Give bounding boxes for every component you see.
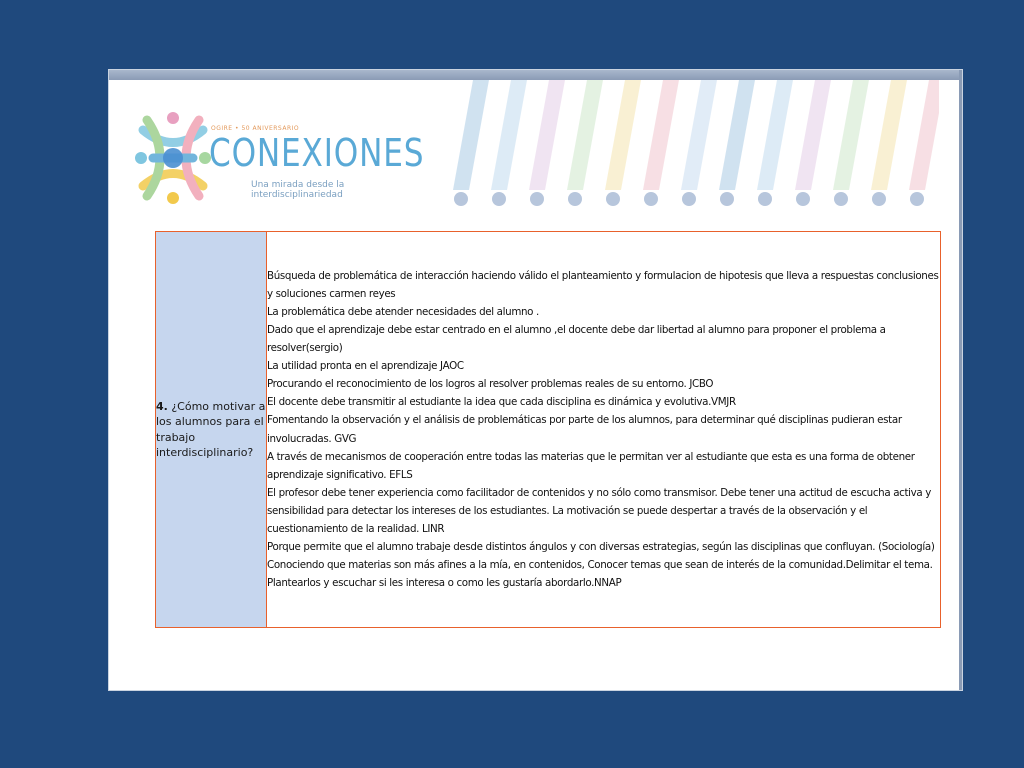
logo-title: CONEXIONES xyxy=(209,131,425,175)
decorative-stripe xyxy=(719,80,755,190)
answer-line: Plantearlos y escuchar si les interesa o como les gustaría abordarlo.NNAP xyxy=(267,577,622,590)
question-number: 4. xyxy=(156,399,168,413)
qa-table xyxy=(155,231,941,628)
decorative-dot xyxy=(758,192,772,206)
decorative-stripes-banner xyxy=(449,78,939,213)
decorative-stripe xyxy=(795,80,831,190)
logo-knot-icon xyxy=(133,100,213,216)
decorative-stripe xyxy=(833,80,869,190)
decorative-dot xyxy=(834,192,848,206)
table-row xyxy=(156,232,941,628)
decorative-stripe xyxy=(529,80,565,190)
answer-line: La utilidad pronta en el aprendizaje JAOC xyxy=(267,360,464,373)
decorative-dot xyxy=(796,192,810,206)
answer-line: La problemática debe atender necesidades del alumno . xyxy=(267,305,539,318)
answer-line: El docente debe transmitir al estudiante la idea que cada disciplina es dinámica y evolutiva.VMJR xyxy=(267,396,736,409)
decorative-dot xyxy=(872,192,886,206)
question-text: ¿Cómo motivar a los alumnos para el trabajo interdisciplinario? xyxy=(156,399,266,459)
answer-line: A través de mecanismos de cooperación entre todas las materias que le permitan ver al estudiante que esta es una forma de obtener aprendizaje significativo. EFLS xyxy=(267,450,915,481)
decorative-stripe xyxy=(491,80,527,190)
answer-line: Conociendo que materias son más afines a la mía, en contenidos, Conocer temas que sean de interés de la comunidad.Delimitar el tema. xyxy=(267,559,933,572)
decorative-stripe xyxy=(453,80,489,190)
decorative-dot xyxy=(606,192,620,206)
answer-line: y soluciones carmen reyes xyxy=(267,287,396,300)
answers-cell xyxy=(267,232,941,628)
logo-anniversary-text: OGIRE • 50 ANIVERSARIO xyxy=(211,125,300,132)
answer-line: Fomentando la observación y el análisis de problemáticas por parte de los alumnos, para determinar qué disciplinas pudieran estar involucradas. GVG xyxy=(267,414,902,445)
decorative-stripe xyxy=(605,80,641,190)
decorative-stripe xyxy=(567,80,603,190)
slide xyxy=(109,70,962,690)
decorative-stripe xyxy=(871,80,907,190)
decorative-dot xyxy=(568,192,582,206)
slide-right-bar xyxy=(959,70,962,690)
question-cell xyxy=(156,232,267,628)
conexiones-logo xyxy=(133,100,433,220)
decorative-dot xyxy=(492,192,506,206)
answer-line: Dado que el aprendizaje debe estar centrado en el alumno ,el docente debe dar libertad al alumno para proponer el problema a resolver(sergio) xyxy=(267,323,886,355)
decorative-dot xyxy=(454,192,468,206)
decorative-stripe xyxy=(757,80,793,190)
decorative-dot xyxy=(910,192,924,206)
decorative-stripe xyxy=(643,80,679,190)
logo-tagline: Una mirada desde la interdisciplinariedad xyxy=(251,180,345,200)
decorative-dot xyxy=(720,192,734,206)
decorative-dot xyxy=(530,192,544,206)
answer-line: El profesor debe tener experiencia como facilitador de contenidos y no sólo como transmisor. Debe tener una actitud de escucha activa y sensibilidad para detectar los intereses de los estudiantes. La motivación se puede despertar a través de la observación y el cuestionamiento de la realidad. LINR xyxy=(267,486,932,535)
answer-line: Búsqueda de problemática de interacción haciendo válido el planteamiento y formulacion de hipotesis que lleva a respuestas conclusiones xyxy=(267,269,939,282)
decorative-stripe xyxy=(681,80,717,190)
answer-line: Procurando el reconocimiento de los logros al resolver problemas reales de su entorno. JCBO xyxy=(267,378,714,391)
decorative-dot xyxy=(644,192,658,206)
decorative-stripe xyxy=(909,80,939,190)
decorative-dot xyxy=(682,192,696,206)
answer-line: Porque permite que el alumno trabaje desde distintos ángulos y con diversas estrategias, según las disciplinas que confluyan. (Sociología) xyxy=(267,541,935,554)
answers-list xyxy=(267,267,940,593)
